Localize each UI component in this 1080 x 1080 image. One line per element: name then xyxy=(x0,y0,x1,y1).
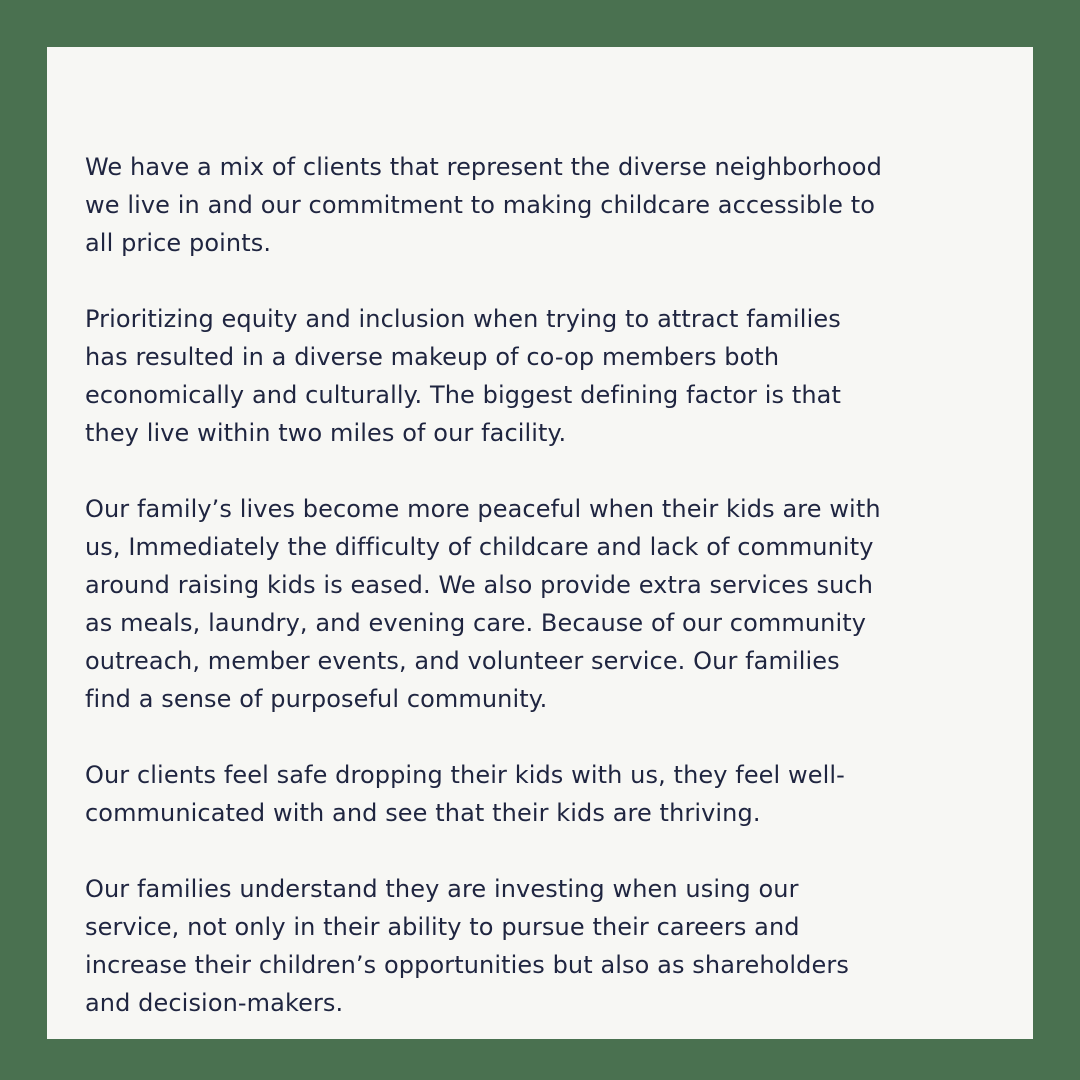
paragraph-family-investment: Our families understand they are investing when using our service, not only in their ability to pursue their careers and increase their children’s opportunities but also as shareholders and decision-makers. xyxy=(85,875,849,1017)
paragraph-equity-inclusion: Prioritizing equity and inclusion when trying to attract families has resulted in a diverse makeup of co-op members both economically and culturally. The biggest defining factor is that they live within two miles of our facility. xyxy=(85,305,841,447)
content-card xyxy=(47,47,1033,1039)
paragraph-client-mix: We have a mix of clients that represent the diverse neighborhood we live in and our commitment to making childcare accessible to all price points. xyxy=(85,153,882,257)
paragraph-client-safety: Our clients feel safe dropping their kids with us, they feel well- communicated with and see that their kids are thriving. xyxy=(85,761,845,827)
paragraph-family-benefits: Our family’s lives become more peaceful when their kids are with us, Immediately the difficulty of childcare and lack of community around raising kids is eased. We also provide extra services such as meals, laundry, and evening care. Because of our community outreach, member events, and volunteer service. Our families find a sense of purposeful community. xyxy=(85,495,881,713)
